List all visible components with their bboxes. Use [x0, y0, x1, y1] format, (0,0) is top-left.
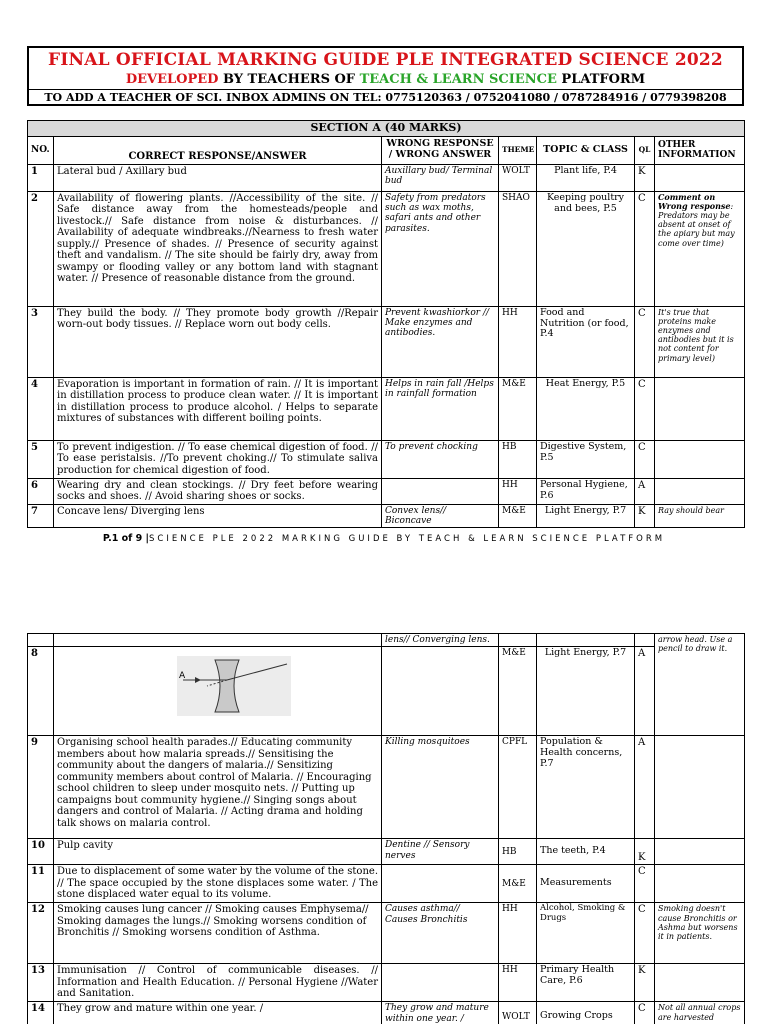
table-row [28, 440, 745, 478]
footer-page-number: P.1 of 9 | [102, 533, 149, 544]
row-no: 11 [28, 865, 54, 903]
table-row [28, 964, 745, 1002]
col-other: OTHER INFORMATION [655, 136, 745, 164]
row-other-rest: : Predators may be absent at onset of the apiary but may come over time) [658, 201, 735, 248]
marking-table-page-1 [27, 120, 745, 528]
table-row [28, 504, 745, 528]
section-row [28, 121, 745, 137]
row-other [655, 839, 745, 865]
row-ql: A [635, 478, 655, 504]
table-row [28, 1002, 745, 1024]
row-theme: WOLT [499, 164, 537, 191]
row-other [655, 191, 745, 306]
row-ql: K [635, 164, 655, 191]
row-answer [54, 647, 382, 736]
row-topic: The teeth, P.4 [537, 839, 635, 865]
col-topic: TOPIC & CLASS [537, 136, 635, 164]
row-no: 1 [28, 164, 54, 191]
row-topic: Primary Health Care, P.6 [537, 964, 635, 1002]
table-row [28, 306, 745, 377]
row-other: Not all annual crops are harvested [655, 1002, 745, 1024]
row-topic: Plant life, P.4 [537, 164, 635, 191]
row-topic: Growing Crops [537, 1002, 635, 1024]
row-ql: K [635, 964, 655, 1002]
table-row [28, 903, 745, 964]
row-ql: C [635, 191, 655, 306]
subtitle-developed: DEVELOPED [125, 72, 219, 87]
row-wrong: lens// Converging lens. [382, 634, 499, 647]
row-wrong [382, 478, 499, 504]
row-answer: Due to displacement of some water by the volume of the stone. // The space occupied by the stone displaces some water. / The stone displaced water equal to its volume. [54, 865, 382, 903]
marking-table-page-2 [27, 633, 745, 1024]
footer-text: SCIENCE PLE 2022 MARKING GUIDE BY TEACH & LEARN SCIENCE PLATFORM [149, 534, 666, 544]
row-answer: Availability of flowering plants. //Accessibility of the site. // Safe distance away from the homesteads/people and livestock.// Safe distance from noise & disturbances. // Availability of adequate windbreaks.//Nearness to fresh water supply.// Presence of shades. // Presence of security against theft and vandalism. // The site should be fairly dry, away from swampy or flooding valley or any bottom land with stagnant water. // Presence of reasonable distance from the ground. [54, 191, 382, 306]
row-other: It's true that proteins make enzymes and antibodies but it is not content for primary level) [655, 306, 745, 377]
row-wrong: Convex lens// Biconcave [382, 504, 499, 528]
row-theme: HB [499, 839, 537, 865]
row-wrong [382, 865, 499, 903]
row-answer: To prevent indigestion. // To ease chemical digestion of food. // To ease peristalsis. //To prevent choking.// To stimulate saliva production for chemical digestion of food. [54, 440, 382, 478]
row-no: 6 [28, 478, 54, 504]
row-ql: K [635, 839, 655, 865]
row-answer: Pulp cavity [54, 839, 382, 865]
row-theme: HH [499, 306, 537, 377]
row-topic: Heat Energy, P.5 [537, 377, 635, 440]
document-header [27, 46, 744, 106]
col-theme: THEME [499, 136, 537, 164]
row-no: 3 [28, 306, 54, 377]
row-topic: Light Energy, P.7 [537, 647, 635, 736]
row-ql: C [635, 306, 655, 377]
row-answer: Lateral bud / Axillary bud [54, 164, 382, 191]
row-answer: They build the body. // They promote body growth //Repair worn-out body tissues. // Replace worn out body cells. [54, 306, 382, 377]
row-wrong: To prevent chocking [382, 440, 499, 478]
row-wrong: Killing mosquitoes [382, 736, 499, 839]
row-no: 5 [28, 440, 54, 478]
table-row [28, 634, 745, 647]
figure-label-a: A [179, 671, 186, 682]
row-theme: SHAO [499, 191, 537, 306]
row-other: Ray should bear [655, 504, 745, 528]
row-wrong: Prevent kwashiorkor // Make enzymes and antibodies. [382, 306, 499, 377]
row-topic: Light Energy, P.7 [537, 504, 635, 528]
row-ql [635, 634, 655, 647]
row-ql: C [635, 1002, 655, 1024]
lens-diagram-icon [177, 656, 291, 716]
row-no: 13 [28, 964, 54, 1002]
row-ql: A [635, 736, 655, 839]
table-row [28, 191, 745, 306]
row-topic: Personal Hygiene, P.6 [537, 478, 635, 504]
table-row [28, 865, 745, 903]
row-theme: HH [499, 478, 537, 504]
table-row [28, 839, 745, 865]
row-answer: Organising school health parades.// Educating community members about how malaria spreads.// Sensitising the community about the dangers of malaria.// Sensitizing community members about control of Malaria. // Encouraging school children to sleep under mosquito nets. // Putting up campaigns bout community hygiene.// Singing songs about dangers and control of Malaria. // Acting drama and holding talk shows on malaria control. [54, 736, 382, 839]
row-answer: Smoking causes lung cancer // Smoking causes Emphysema// Smoking damages the lungs.// Smoking worsens condition of Bronchitis // Smoking worsens condition of Asthma. [54, 903, 382, 964]
row-other [655, 964, 745, 1002]
row-wrong: Causes asthma// Causes Bronchitis [382, 903, 499, 964]
row-topic [537, 634, 635, 647]
row-other [655, 440, 745, 478]
row-no [28, 634, 54, 647]
col-no: NO. [28, 136, 54, 164]
row-ql: C [635, 440, 655, 478]
row-other: Smoking doesn't cause Bronchitis or Ashma but worsens it in patients. [655, 903, 745, 964]
section-title: SECTION A (40 MARKS) [28, 121, 745, 137]
row-no: 2 [28, 191, 54, 306]
row-topic: Population & Health concerns, P.7 [537, 736, 635, 839]
row-topic: Measurements [537, 865, 635, 903]
header-row [28, 136, 745, 164]
row-other [655, 377, 745, 440]
row-other [655, 736, 745, 839]
row-theme: M&E [499, 647, 537, 736]
contact-line: TO ADD A TEACHER OF SCI. INBOX ADMINS ON TEL: 0775120363 / 0752041080 / 0787284916 / 0779398208 [29, 89, 742, 106]
row-no: 14 [28, 1002, 54, 1024]
row-no: 8 [28, 647, 54, 736]
row-theme: HB [499, 440, 537, 478]
row-wrong [382, 964, 499, 1002]
row-ql: K [635, 504, 655, 528]
row-wrong: Helps in rain fall /Helps in rainfall formation [382, 377, 499, 440]
col-answer: CORRECT RESPONSE/ANSWER [54, 136, 382, 164]
document-subtitle [29, 72, 742, 87]
subtitle-by: BY TEACHERS OF [218, 72, 360, 87]
row-wrong: Safety from predators such as wax moths, safari ants and other parasites. [382, 191, 499, 306]
row-theme: CPFL [499, 736, 537, 839]
row-other: arrow head. Use a pencil to draw it. [655, 634, 745, 736]
row-theme: HH [499, 903, 537, 964]
row-answer [54, 634, 382, 647]
concave-lens-figure [177, 656, 291, 716]
row-answer: Evaporation is important in formation of rain. // It is important in distillation process to produce clean water. // It is important in distillation process to produce alcohol. / Helps to separate mixtures of substances with different boiling points. [54, 377, 382, 440]
col-wrong: WRONG RESPONSE / WRONG ANSWER [382, 136, 499, 164]
row-answer: Concave lens/ Diverging lens [54, 504, 382, 528]
table-row [28, 377, 745, 440]
row-no: 7 [28, 504, 54, 528]
row-ql: C [635, 377, 655, 440]
page-footer [0, 533, 768, 544]
row-ql: A [635, 647, 655, 736]
row-theme: HH [499, 964, 537, 1002]
row-theme: M&E [499, 377, 537, 440]
row-other [655, 865, 745, 903]
table-row [28, 736, 745, 839]
row-answer: They grow and mature within one year. / [54, 1002, 382, 1024]
row-wrong: They grow and mature within one year. / [382, 1002, 499, 1024]
row-wrong: Dentine // Sensory nerves [382, 839, 499, 865]
table-row [28, 478, 745, 504]
row-other [655, 478, 745, 504]
row-topic: Keeping poultry and bees, P.5 [537, 191, 635, 306]
row-wrong [382, 647, 499, 736]
row-no: 4 [28, 377, 54, 440]
subtitle-platform: TEACH & LEARN SCIENCE [359, 72, 557, 87]
row-no: 9 [28, 736, 54, 839]
row-wrong: Auxillary bud/ Terminal bud [382, 164, 499, 191]
row-theme: M&E [499, 865, 537, 903]
col-ql: QL [635, 136, 655, 164]
row-no: 12 [28, 903, 54, 964]
document-title: FINAL OFFICIAL MARKING GUIDE PLE INTEGRATED SCIENCE 2022 [48, 50, 723, 70]
row-topic: Food and Nutrition (or food, P.4 [537, 306, 635, 377]
row-no: 10 [28, 839, 54, 865]
row-other [655, 164, 745, 191]
table-row [28, 647, 745, 736]
row-topic: Alcohol, Smoking & Drugs [537, 903, 635, 964]
row-theme: WOLT [499, 1002, 537, 1024]
row-ql: C [635, 903, 655, 964]
row-answer: Wearing dry and clean stockings. // Dry feet before wearing socks and shoes. // Avoid sharing shoes or socks. [54, 478, 382, 504]
row-answer: Immunisation // Control of communicable diseases. // Information and Health Education. // Personal Hygiene //Water and Sanitation. [54, 964, 382, 1002]
subtitle-end: PLATFORM [556, 72, 646, 87]
row-topic: Digestive System, P.5 [537, 440, 635, 478]
row-theme [499, 634, 537, 647]
row-other-bold: Comment on Wrong response [658, 191, 731, 211]
table-row [28, 164, 745, 191]
row-ql: C [635, 865, 655, 903]
row-theme: M&E [499, 504, 537, 528]
